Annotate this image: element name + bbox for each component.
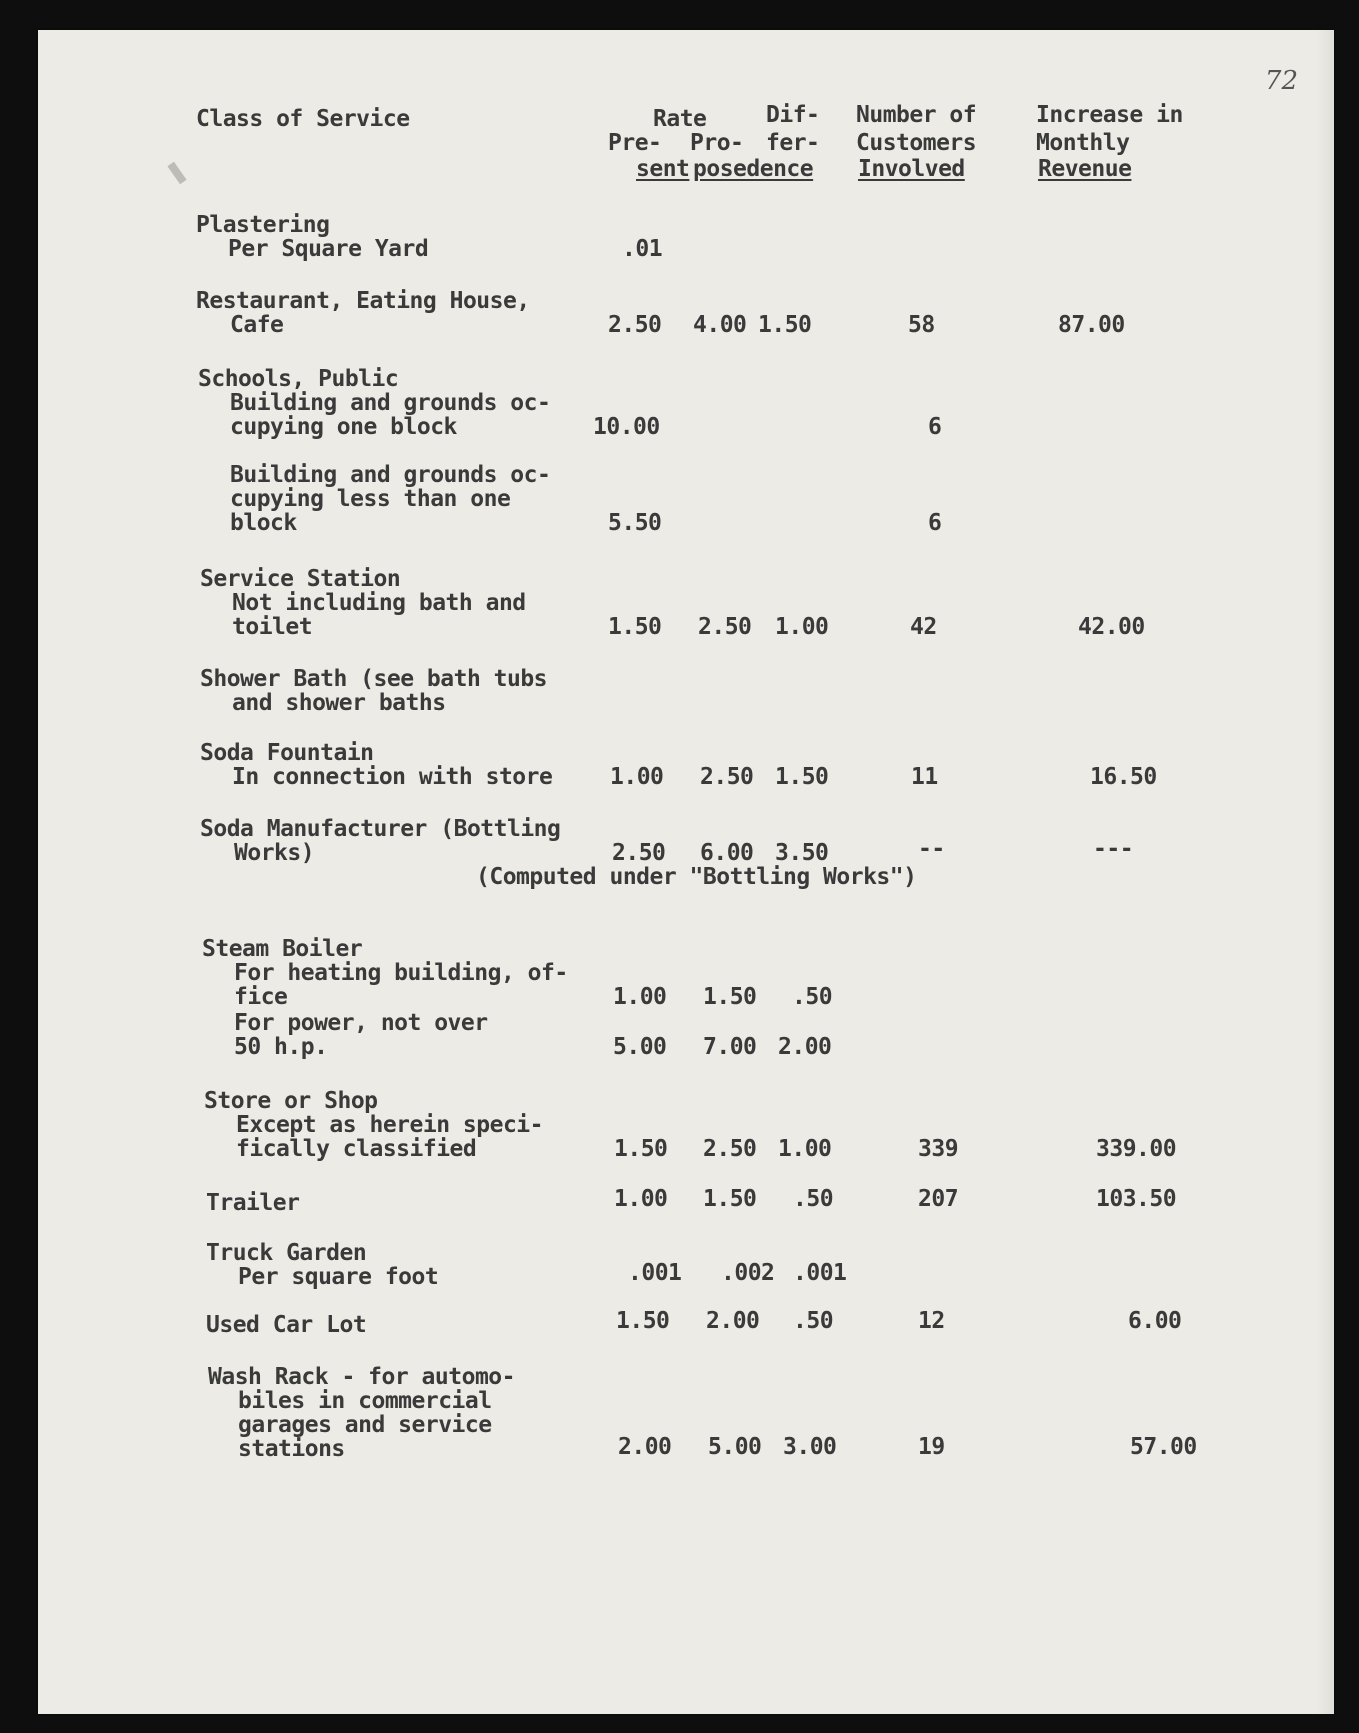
present-rate: 1.50 [616,1308,670,1334]
row-label: Used Car Lot [206,1312,367,1338]
revenue-increase: 339.00 [1096,1136,1177,1162]
customer-count: 207 [918,1186,959,1212]
header-rate: Rate [653,106,707,132]
revenue-increase: 87.00 [1058,312,1125,338]
proposed-rate: 2.50 [698,614,752,640]
row-sublabel: Per square foot [238,1264,439,1290]
proposed-rate: .002 [721,1260,775,1286]
present-rate: 1.00 [614,1186,668,1212]
proposed-rate: 2.00 [706,1308,760,1334]
row-label: Shower Bath (see bath tubs [200,666,548,692]
row-sublabel: block [230,510,297,536]
customer-count: 12 [918,1308,945,1334]
row-sublabel: toilet [232,614,313,640]
row-sublabel: Except as herein speci- [236,1112,543,1138]
present-rate: .01 [622,236,663,262]
rate-difference: 1.50 [775,764,829,790]
row-sublabel: biles in commercial [238,1388,492,1414]
header-pre: Pre- [608,130,662,156]
header-class-of-service: Class of Service [196,106,410,132]
revenue-increase: 103.50 [1096,1186,1177,1212]
proposed-rate: 4.00 [693,312,747,338]
paper-mark [167,162,186,185]
document-page [38,30,1334,1714]
row-sublabel: In connection with store [232,764,553,790]
row-sublabel: 50 h.p. [234,1034,328,1060]
row-label: Trailer [206,1190,300,1216]
customer-count: 6 [928,510,942,536]
row-label: Service Station [200,566,401,592]
header-monthly: Monthly [1036,130,1130,156]
rate-difference: 3.00 [783,1434,837,1460]
row-sublabel: and shower baths [232,690,446,716]
proposed-rate: 1.50 [703,1186,757,1212]
present-rate: .001 [628,1260,682,1286]
row-label: Truck Garden [206,1240,367,1266]
row-sublabel: Building and grounds oc- [230,390,551,416]
present-rate: 1.00 [613,984,667,1010]
row-sublabel: Works) [234,840,315,866]
customer-count: -- [918,836,945,862]
rate-difference: .50 [792,984,833,1010]
present-rate: 5.50 [608,510,662,536]
row-sublabel: fice [234,984,288,1010]
present-rate: 1.00 [610,764,664,790]
row-sublabel: Cafe [230,312,284,338]
revenue-increase: 16.50 [1090,764,1157,790]
row-sublabel: Not including bath and [232,590,526,616]
proposed-rate: 6.00 [700,840,754,866]
rate-difference: 2.00 [778,1034,832,1060]
row-label: Restaurant, Eating House, [196,288,530,314]
row-sublabel: fically classified [236,1136,477,1162]
row-label: Wash Rack - for automo- [208,1364,515,1390]
row-label: Steam Boiler [202,936,363,962]
rate-difference: .50 [793,1308,834,1334]
proposed-rate: 7.00 [703,1034,757,1060]
row-label: Plastering [196,212,330,238]
customer-count: 19 [918,1434,945,1460]
row-sublabel: Per Square Yard [228,236,429,262]
header-pro: Pro- [690,130,744,156]
page-number-mark: 72 [1264,66,1298,96]
customer-count: 11 [911,764,938,790]
header-posedence: posedence [693,156,814,182]
row-sublabel: garages and service [238,1412,492,1438]
row-sublabel: Building and grounds oc- [230,462,551,488]
proposed-rate: 5.00 [708,1434,762,1460]
customer-count: 6 [928,414,942,440]
customer-count: 58 [908,312,935,338]
row-label: Store or Shop [204,1088,378,1114]
header-increase-in: Increase in [1036,102,1183,128]
row-sublabel: cupying less than one [230,486,511,512]
row-sublabel: cupying one block [230,414,457,440]
rate-difference: 1.00 [775,614,829,640]
computed-note: (Computed under "Bottling Works") [476,864,917,890]
revenue-increase: --- [1093,836,1134,862]
row-sublabel: stations [238,1436,345,1462]
row-sublabel: For heating building, of- [234,960,568,986]
header-involved: Involved [858,156,965,182]
customer-count: 339 [918,1136,959,1162]
revenue-increase: 57.00 [1130,1434,1197,1460]
rate-difference: .50 [793,1186,834,1212]
present-rate: 2.50 [608,312,662,338]
rate-difference: .001 [793,1260,847,1286]
rate-difference: 3.50 [775,840,829,866]
present-rate: 10.00 [593,414,660,440]
rate-difference: 1.50 [758,312,812,338]
row-label: Schools, Public [198,366,399,392]
row-sublabel: For power, not over [234,1010,488,1036]
customer-count: 42 [910,614,937,640]
header-fer: fer- [766,130,820,156]
header-customers: Customers [856,130,977,156]
header-revenue: Revenue [1038,156,1132,182]
present-rate: 1.50 [608,614,662,640]
rate-difference: 1.00 [778,1136,832,1162]
row-label: Soda Fountain [200,740,374,766]
present-rate: 2.50 [612,840,666,866]
row-label: Soda Manufacturer (Bottling [200,816,561,842]
revenue-increase: 42.00 [1078,614,1145,640]
present-rate: 5.00 [613,1034,667,1060]
header-sent: sent [636,156,690,182]
header-number-of: Number of [856,102,977,128]
proposed-rate: 2.50 [700,764,754,790]
present-rate: 1.50 [614,1136,668,1162]
revenue-increase: 6.00 [1128,1308,1182,1334]
present-rate: 2.00 [618,1434,672,1460]
proposed-rate: 2.50 [703,1136,757,1162]
proposed-rate: 1.50 [703,984,757,1010]
header-dif: Dif- [766,102,820,128]
